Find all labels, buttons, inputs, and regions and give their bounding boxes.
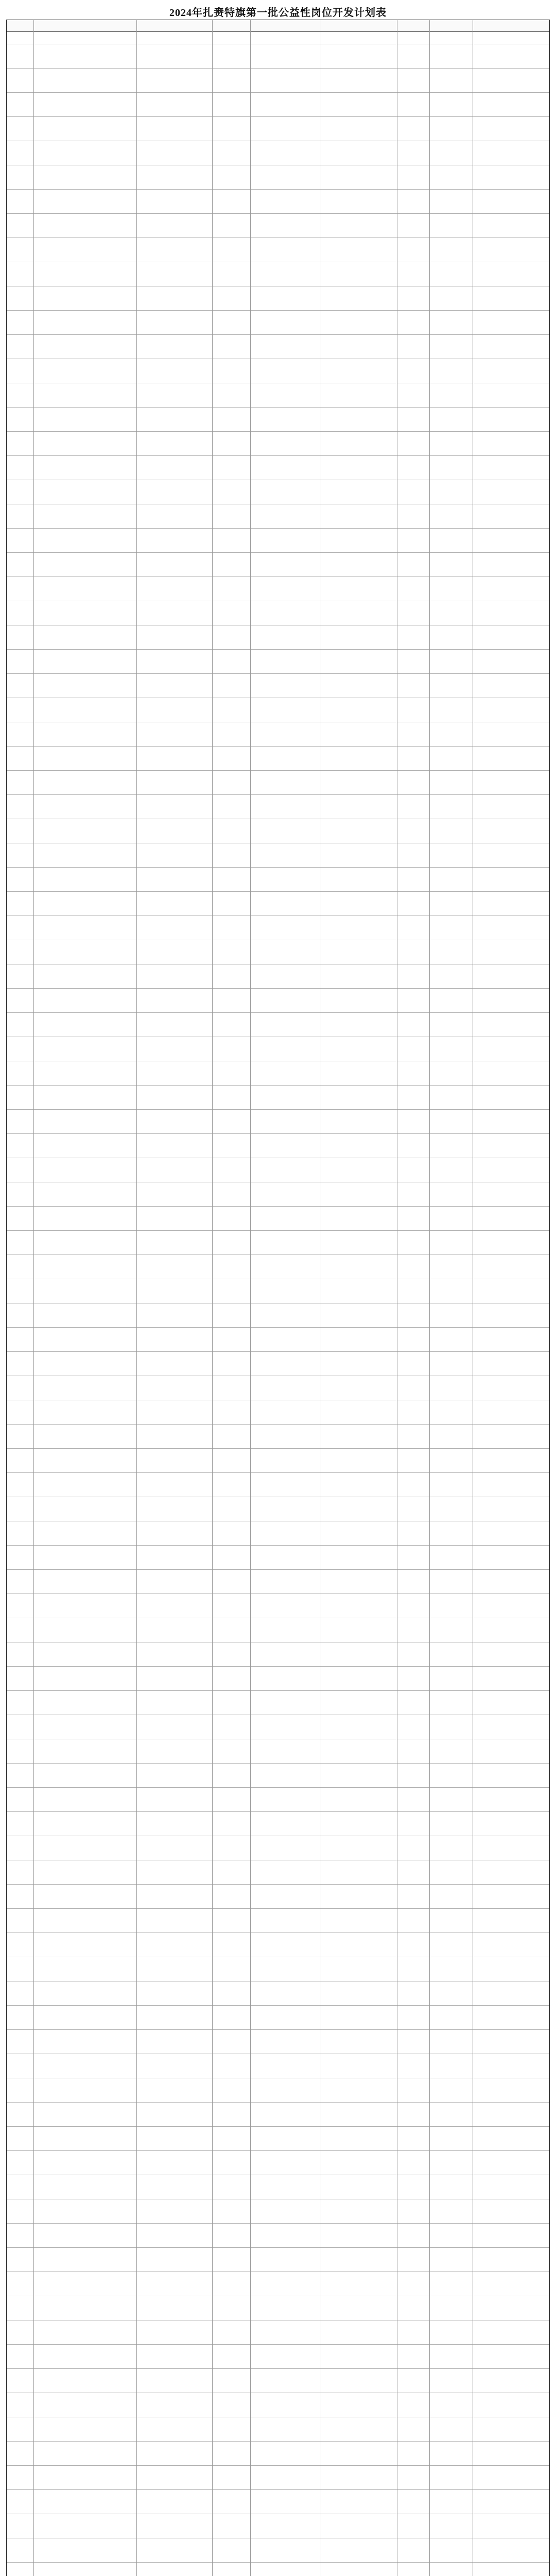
table-column <box>34 20 137 2576</box>
table-column <box>430 20 473 2576</box>
table-column <box>473 20 549 2576</box>
table-column <box>137 20 213 2576</box>
table-column <box>213 20 251 2576</box>
table-column <box>321 20 397 2576</box>
table-column <box>397 20 430 2576</box>
table-column <box>251 20 321 2576</box>
table-columns <box>7 20 549 2576</box>
positions-table <box>6 20 550 2576</box>
table-column <box>7 20 34 2576</box>
page-title: 2024年扎赉特旗第一批公益性岗位开发计划表 <box>169 7 387 19</box>
